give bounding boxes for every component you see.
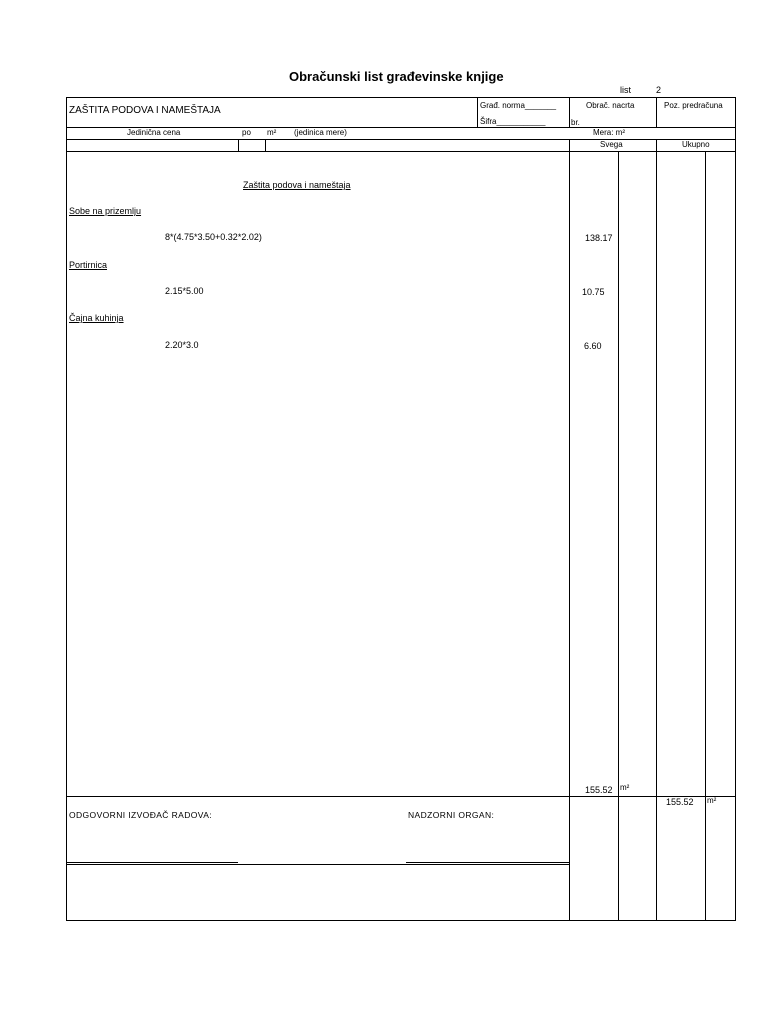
sifra-label: Šifra___________ <box>480 117 546 126</box>
row-label: Sobe na prizemlju <box>69 206 142 216</box>
po-label: po <box>242 128 251 137</box>
jedinica-mere-label: (jedinica mere) <box>294 128 347 137</box>
row-formula: 2.20*3.0 <box>165 340 199 350</box>
jedinicna-cena-label: Jedinična cena <box>127 128 181 137</box>
row-value: 138.17 <box>585 233 613 243</box>
list-label: list <box>620 85 631 95</box>
list-number: 2 <box>656 85 662 95</box>
row-formula: 2.15*5.00 <box>165 286 204 296</box>
svega-total-unit: m² <box>620 783 630 792</box>
svega-total: 155.52 <box>585 785 613 795</box>
row-label: Portirnica <box>69 260 108 270</box>
poz-predracuna-label: Poz. predračuna <box>664 101 723 110</box>
supervisor-signature-label: NADZORNI ORGAN: <box>408 810 495 820</box>
contractor-signature-label: ODGOVORNI IZVOĐAČ RADOVA: <box>69 810 213 820</box>
row-label: Čajna kuhinja <box>69 313 124 323</box>
row-formula: 8*(4.75*3.50+0.32*2.02) <box>165 232 262 242</box>
ukupno-total-unit: m² <box>707 796 717 805</box>
br-label: br. <box>571 118 580 127</box>
mera-label: Mera: m² <box>593 128 625 137</box>
section-title: Zaštita podova i nameštaja <box>243 180 351 190</box>
obrac-nacrta-label: Obrač. nacrta <box>586 101 635 110</box>
unit-label: m² <box>267 128 277 137</box>
document-title: Obračunski list građevinske knjige <box>289 69 504 84</box>
row-value: 6.60 <box>584 341 602 351</box>
work-item-title: ZAŠTITA PODOVA I NAMEŠTAJA <box>69 105 221 116</box>
ukupno-total: 155.52 <box>666 797 694 807</box>
grad-norma-label: Građ. norma_______ <box>480 101 557 110</box>
ukupno-column-header: Ukupno <box>682 140 710 149</box>
row-value: 10.75 <box>582 287 605 297</box>
svega-column-header: Svega <box>600 140 623 149</box>
